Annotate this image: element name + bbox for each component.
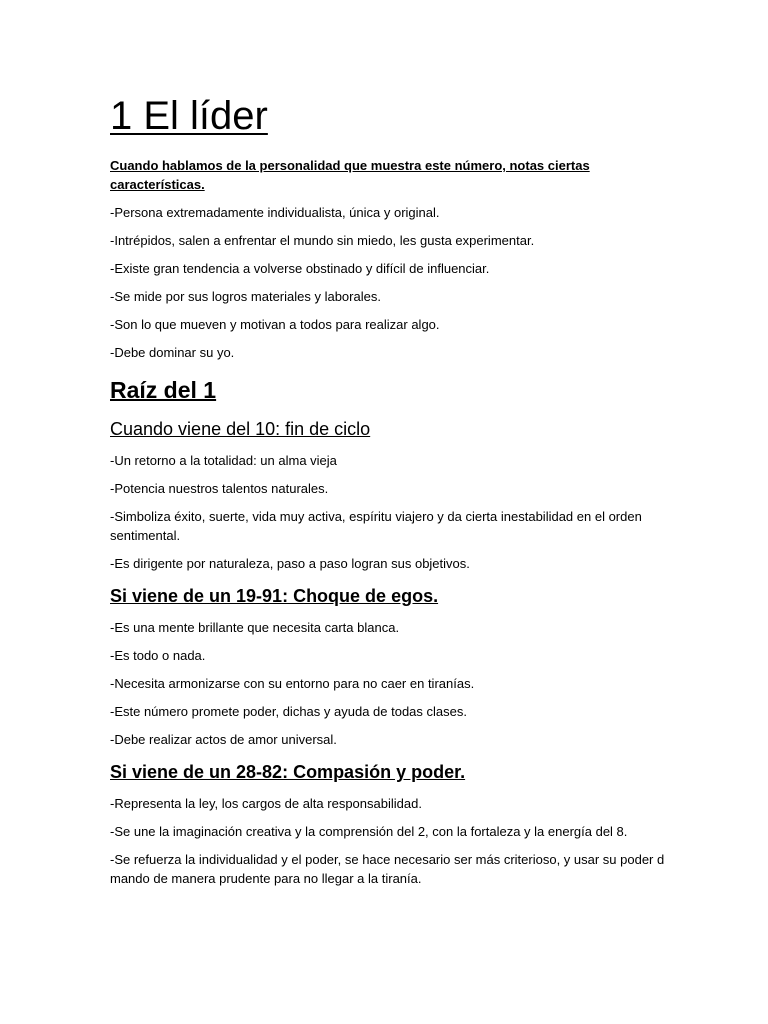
trait-2: -Intrépidos, salen a enfrentar el mundo sin miedo, les gusta experimentar. — [110, 233, 535, 248]
document-page — [110, 92, 670, 888]
section-item: -Representa la ley, los cargos de alta responsabilidad. — [110, 796, 422, 811]
section-item: -Simboliza éxito, suerte, vida muy activa, espíritu viajero y da cierta inestabilidad en el orden sentimental. — [110, 509, 642, 543]
section-item: -Este número promete poder, dichas y ayuda de todas clases. — [110, 704, 467, 719]
root-heading: Raíz del 1 — [110, 377, 217, 403]
section-19-91 — [110, 583, 670, 749]
section-item: -Necesita armonizarse con su entorno para no caer en tiranías. — [110, 676, 475, 691]
section-28-82 — [110, 759, 670, 888]
trait-6: -Debe dominar su yo. — [110, 345, 235, 360]
section-heading: Si viene de un 28-82: Compasión y poder. — [110, 762, 466, 782]
section-item: -Debe realizar actos de amor universal. — [110, 732, 337, 747]
section-item: -Es todo o nada. — [110, 648, 206, 663]
section-heading: Cuando viene del 10: fin de ciclo — [110, 419, 371, 439]
section-item: -Un retorno a la totalidad: un alma vieja — [110, 453, 337, 468]
intro-text: Cuando hablamos de la personalidad que muestra este número, notas ciertas características. — [110, 158, 590, 192]
section-item: -Es una mente brillante que necesita carta blanca. — [110, 620, 400, 635]
section-item: -Es dirigente por naturaleza, paso a paso logran sus objetivos. — [110, 556, 470, 571]
trait-4: -Se mide por sus logros materiales y laborales. — [110, 289, 381, 304]
trait-1: -Persona extremadamente individualista, única y original. — [110, 205, 440, 220]
trait-5: -Son lo que mueven y motivan a todos para realizar algo. — [110, 317, 440, 332]
section-item: -Potencia nuestros talentos naturales. — [110, 481, 329, 496]
section-item: -Se refuerza la individualidad y el poder, se hace necesario ser más criterioso, y usar su poder d mando de manera prudente para no llegar a la tiranía. — [110, 852, 665, 886]
section-heading: Si viene de un 19-91: Choque de egos. — [110, 586, 439, 606]
page-title: 1 El líder — [110, 94, 268, 138]
trait-3: -Existe gran tendencia a volverse obstinado y difícil de influenciar. — [110, 261, 490, 276]
section-10 — [110, 416, 670, 573]
section-item: -Se une la imaginación creativa y la comprensión del 2, con la fortaleza y la energía del 8. — [110, 824, 628, 839]
